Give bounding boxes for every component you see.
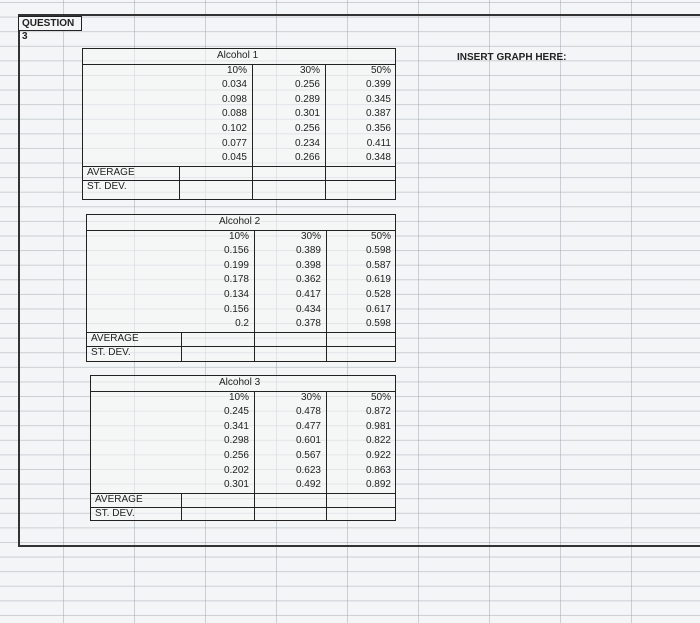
measurement-cell[interactable]: 0.863 [365, 464, 391, 476]
stdev-label-row [83, 180, 395, 195]
empty-result-cell[interactable] [253, 166, 326, 181]
stdev-label: ST. DEV. [91, 347, 131, 359]
measurement-cell[interactable]: 0.892 [365, 479, 391, 491]
table-row [83, 107, 395, 122]
header-row [87, 230, 395, 245]
measurement-cell[interactable]: 0.619 [365, 274, 391, 286]
measurement-cell[interactable]: 0.492 [295, 479, 321, 491]
concentration-header[interactable]: 10% [228, 230, 249, 242]
table-title: Alcohol 3 [219, 377, 261, 388]
measurement-cell[interactable]: 0.134 [223, 289, 249, 300]
concentration-header[interactable]: 30% [300, 230, 321, 242]
measurement-cell[interactable]: 0.601 [295, 435, 321, 447]
table-row [91, 464, 395, 479]
stdev-label: ST. DEV. [95, 508, 135, 520]
table-row [87, 288, 395, 303]
measurement-cell[interactable]: 0.2 [235, 318, 249, 330]
measurement-cell[interactable]: 0.617 [365, 303, 391, 315]
question-label: QUESTION 3 [18, 16, 82, 31]
measurement-cell[interactable]: 0.387 [365, 108, 391, 120]
measurement-cell[interactable]: 0.289 [294, 93, 320, 105]
table-row [87, 244, 395, 259]
measurement-cell[interactable]: 0.356 [365, 123, 391, 134]
average-label-row [91, 493, 395, 508]
empty-result-cell[interactable] [255, 332, 327, 347]
empty-result-cell[interactable] [253, 180, 326, 195]
measurement-cell[interactable]: 0.623 [295, 464, 321, 476]
table-row [91, 405, 395, 420]
stdev-label: ST. DEV. [87, 181, 127, 193]
table-row [83, 93, 395, 108]
measurement-cell[interactable]: 0.156 [223, 245, 249, 257]
alcohol-table-3 [90, 375, 396, 521]
table-row [87, 259, 395, 274]
empty-result-cell[interactable] [326, 180, 397, 195]
measurement-cell[interactable]: 0.256 [223, 450, 249, 461]
measurement-cell[interactable]: 0.345 [365, 93, 391, 105]
measurement-cell[interactable]: 0.298 [223, 435, 249, 447]
table-row [87, 273, 395, 288]
average-label: AVERAGE [91, 332, 139, 344]
empty-result-cell[interactable] [187, 507, 255, 522]
measurement-cell[interactable]: 0.567 [295, 450, 321, 461]
empty-result-cell[interactable] [179, 180, 253, 195]
empty-result-cell[interactable] [327, 493, 397, 508]
table-row [91, 434, 395, 449]
measurement-cell[interactable]: 0.398 [295, 259, 321, 271]
table-title: Alcohol 2 [219, 216, 261, 227]
measurement-cell[interactable]: 0.872 [365, 406, 391, 418]
header-row [83, 64, 395, 79]
measurement-cell[interactable]: 0.587 [365, 259, 391, 271]
measurement-cell[interactable]: 0.098 [221, 93, 247, 105]
measurement-cell[interactable]: 0.088 [221, 108, 247, 120]
empty-result-cell[interactable] [255, 507, 327, 522]
empty-result-cell[interactable] [183, 346, 255, 361]
table-row [91, 420, 395, 435]
empty-result-cell[interactable] [327, 507, 397, 522]
measurement-cell[interactable]: 0.256 [294, 123, 320, 134]
average-label: AVERAGE [87, 166, 135, 178]
table-row [91, 478, 395, 493]
measurement-cell[interactable]: 0.598 [365, 245, 391, 257]
table-row [91, 449, 395, 464]
empty-result-cell[interactable] [187, 493, 255, 508]
measurement-cell[interactable]: 0.234 [294, 137, 320, 149]
table-row [83, 122, 395, 137]
measurement-cell[interactable]: 0.348 [365, 152, 391, 164]
measurement-cell[interactable]: 0.199 [223, 259, 249, 271]
measurement-cell[interactable]: 0.399 [365, 79, 391, 91]
concentration-header[interactable]: 10% [228, 391, 249, 403]
concentration-header[interactable]: 30% [300, 391, 321, 403]
concentration-header[interactable]: 50% [370, 230, 391, 242]
measurement-cell[interactable]: 0.045 [221, 152, 247, 164]
measurement-cell[interactable]: 0.434 [295, 303, 321, 315]
average-label: AVERAGE [95, 493, 143, 505]
measurement-cell[interactable]: 0.266 [294, 152, 320, 164]
measurement-cell[interactable]: 0.034 [221, 79, 247, 91]
measurement-cell[interactable]: 0.341 [223, 420, 249, 432]
measurement-cell[interactable]: 0.301 [223, 479, 249, 491]
measurement-cell[interactable]: 0.362 [295, 274, 321, 286]
measurement-cell[interactable]: 0.981 [365, 420, 391, 432]
measurement-cell[interactable]: 0.256 [294, 79, 320, 91]
measurement-cell[interactable]: 0.378 [295, 318, 321, 330]
measurement-cell[interactable]: 0.389 [295, 245, 321, 257]
measurement-cell[interactable]: 0.077 [221, 137, 247, 149]
concentration-header[interactable]: 30% [299, 64, 320, 76]
measurement-cell[interactable]: 0.245 [223, 406, 249, 418]
empty-result-cell[interactable] [327, 346, 397, 361]
alcohol-table-2 [86, 214, 396, 362]
stdev-label-row [87, 346, 395, 361]
measurement-cell[interactable]: 0.477 [295, 420, 321, 432]
measurement-cell[interactable]: 0.411 [366, 137, 391, 149]
measurement-cell[interactable]: 0.822 [365, 435, 391, 447]
alcohol-table-1 [82, 48, 396, 200]
concentration-header[interactable]: 50% [370, 391, 391, 403]
table-title: Alcohol 1 [217, 50, 259, 61]
empty-result-cell[interactable] [327, 332, 397, 347]
empty-result-cell[interactable] [179, 166, 253, 181]
measurement-cell[interactable]: 0.178 [223, 274, 249, 286]
empty-result-cell[interactable] [183, 332, 255, 347]
measurement-cell[interactable]: 0.156 [223, 303, 249, 315]
concentration-header[interactable]: 50% [370, 64, 391, 76]
measurement-cell[interactable]: 0.102 [221, 123, 247, 134]
table-row [83, 151, 395, 166]
measurement-cell[interactable]: 0.922 [365, 450, 391, 461]
average-label-row [87, 332, 395, 347]
table-row [87, 317, 395, 332]
measurement-cell[interactable]: 0.478 [295, 406, 321, 418]
measurement-cell[interactable]: 0.528 [365, 289, 391, 300]
table-row [83, 137, 395, 152]
stdev-label-row [91, 507, 395, 522]
graph-placeholder-label[interactable]: INSERT GRAPH HERE: [457, 52, 567, 63]
table-row [87, 303, 395, 318]
measurement-cell[interactable]: 0.598 [365, 318, 391, 330]
measurement-cell[interactable]: 0.202 [223, 464, 249, 476]
measurement-cell[interactable]: 0.301 [294, 108, 320, 120]
empty-result-cell[interactable] [326, 166, 397, 181]
concentration-header[interactable]: 10% [226, 64, 247, 76]
average-label-row [83, 166, 395, 181]
empty-result-cell[interactable] [255, 346, 327, 361]
header-row [91, 391, 395, 406]
measurement-cell[interactable]: 0.417 [295, 289, 321, 300]
empty-result-cell[interactable] [255, 493, 327, 508]
table-row [83, 78, 395, 93]
